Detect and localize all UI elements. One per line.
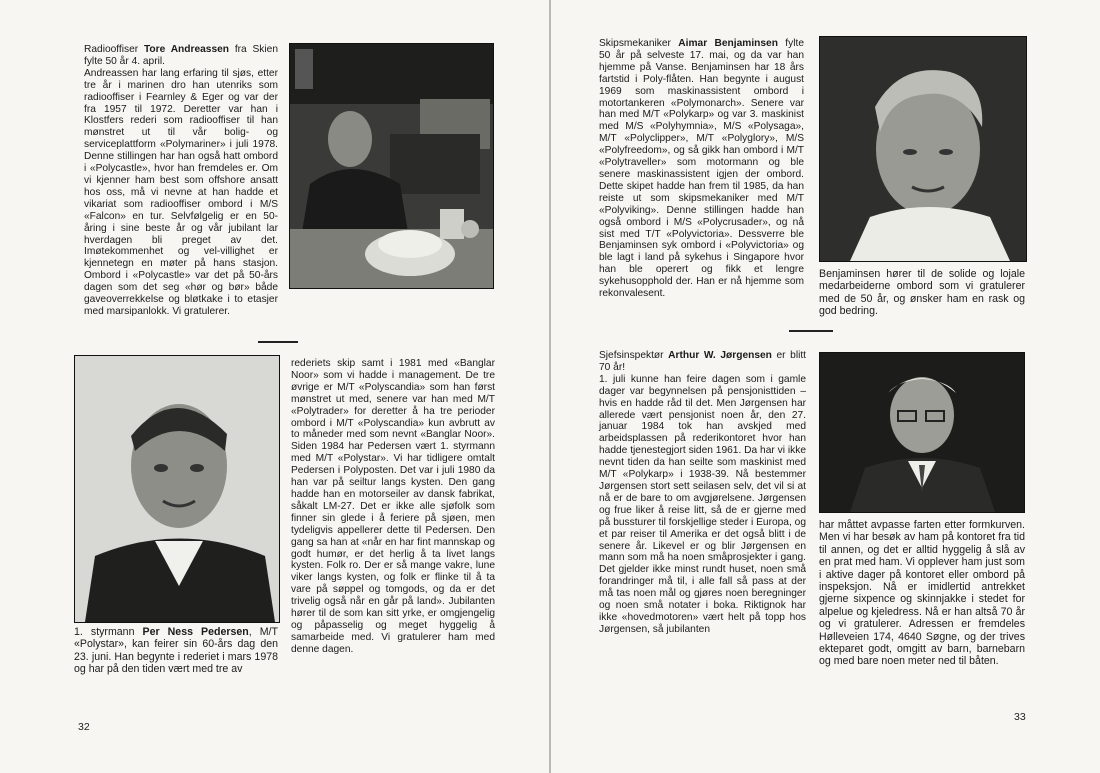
page-number-left: 32 bbox=[78, 721, 90, 733]
per-caption-prefix: 1. styrmann bbox=[74, 626, 143, 638]
arthur-body: 1. juli kunne han feire dagen som i gamle dager var begynnelsen på pensjonisttiden – hvis en hadde råd til det. Men Jørgensen har allerede vært pensjonist noen år, den 27. januar 1984 tok han avskjed med arbeidsplassen på rederikontoret hvor han hadde tjenestegjort siden 1961. Da har vi ikke nevnt tiden da han seilte som maskinist med M/T «Polykarp» i 1938-39. Nå bestemmer Jørgensen stort sett seilasen selv, det vil si at nå er de bare to om avgjørelsene. Jørgensen og frue liker å reise litt, så de er gjerne med på bussturer til forskjellige steder i Europa, og et par reiser til Amerika er det også blitt i de senere år. Likevel er og blir Jørgensen en mann som må ha noen småprosjekter i gang. Det gjelder ikke minst rundt huset, noen små forandringer må til, i alle fall så pass at der må tas noen mål og gjøres noen beregninger og noen små notater i boka. Riktignok har ikke «hovedmotoren» vært helt på topp hos Jørgensen, så jubilanten bbox=[599, 373, 806, 635]
right-page bbox=[551, 0, 1100, 773]
arthur-name: Arthur W. Jørgensen bbox=[668, 350, 772, 361]
tore-article bbox=[84, 44, 278, 318]
arthur-caption-text: har måttet avpasse farten etter formkurven. Men vi har besøk av ham på kontoret fra tid til annen, og det er alltid hyggelig å slå av en prat med ham. Vi opplever ham just som i aktive dager på kontoret eller ombord på inspeksjon. Nå er imidlertid antrekket gjerne sixpence og skinnjakke i stedet for alpelue og kjeledress. Nå er han altså 70 år og vi gratulerer. Adressen er fremdeles Hølleveien 174, 4640 Søgne, og der trives ekteparet godt, omgitt av barn, barnebarn og med bare noen meter ned til båten. bbox=[819, 519, 1025, 668]
tore-intro-prefix: Radiooffiser bbox=[84, 44, 144, 55]
tore-photo bbox=[289, 43, 494, 289]
tore-body: Andreassen har lang erfaring til sjøs, etter tre år i marinen dro han utenriks som radiooffiser i Fearnley & Eger og var der fra 1957 til 1972. Deretter var han i Klostfers rederi som radiooffiser til han mønstret ut til vår bolig- og serviceplattform «Polymariner» i juli 1978. Denne stillingen har han også hatt ombord i «Polycastle», hvor han fremdeles er. Om vi kjenner ham best som offshore ansatt hos oss, må vi nevne at han hadde et vikariat som radiooffiser ombord i M/S «Falcon» en tur. Selvfølgelig er en 50-åring i sine beste år og vår jubilant lar hverdagen bli preget av det. Imøtekommenhet og vel-villighet er kjennetegn en møter på hans stasjon. Ombord i «Polycastle» var det på 50-års dagen som det seg «hør og bør» både gaveoverrekkelse og bløtkake i to etasjer med marsipanlokk. Vi gratulerer. bbox=[84, 67, 278, 317]
arthur-intro-prefix: Sjefsinspektør bbox=[599, 350, 669, 361]
arthur-photo bbox=[819, 352, 1025, 513]
per-caption bbox=[74, 626, 278, 676]
left-page bbox=[0, 0, 549, 773]
section-divider-right bbox=[789, 330, 833, 332]
tore-intro-suffix: fra Skien fylte 50 år 4. april. bbox=[84, 44, 278, 67]
per-caption-suffix: , M/T «Polystar», kan feirer sin 60-års dag den 23. juni. Han begynte i rederiet i mars 1978 og har på den tiden vært med tre av bbox=[74, 626, 278, 676]
tore-name: Tore Andreassen bbox=[143, 44, 230, 55]
per-article bbox=[291, 358, 495, 656]
per-name: Per Ness Pedersen bbox=[142, 626, 249, 638]
section-divider-left bbox=[258, 341, 298, 343]
aimar-caption bbox=[819, 268, 1025, 318]
aimar-intro-prefix: Skipsmekaniker bbox=[599, 38, 679, 49]
aimar-caption-text: Benjaminsen hører til de solide og lojale medarbeiderne ombord som vi gratulerer med de 50 år, og ønsker ham en rask og god bedring. bbox=[819, 268, 1025, 318]
aimar-name: Aimar Benjaminsen bbox=[678, 38, 778, 49]
arthur-article bbox=[599, 350, 806, 636]
aimar-photo bbox=[819, 36, 1027, 262]
per-photo bbox=[74, 355, 280, 623]
aimar-article bbox=[599, 38, 804, 300]
arthur-intro-suffix: er blitt 70 år! bbox=[599, 350, 807, 373]
arthur-caption bbox=[819, 519, 1025, 668]
per-body: rederiets skip samt i 1981 med «Banglar Noor» som vi hadde i management. De tre øvrige er M/T «Polyscandia» som han først mønstret ut med, senere var han med M/T «Polytrader» for deretter å ha tre perioder ombord i M/T «Polyscandia» kun avbrutt av to måneder med som nevnt «Banglar Noor». Siden 1984 har Pedersen vært 1. styrmann med M/T «Polystar». Vi har tidligere omtalt Pedersen i Polyposten. Det var i juli 1980 da han var på seiltur langs kysten. Den gang hadde han en motorseiler av dansk fabrikat, såkalt LM-27. Det er ikke alle sjøfolk som finner sin glede i å feriere på sjøen, men tydeligvis appellerer dette til Pedersen. Den gang sa han at «når en har fint mannskap og godt humør, er det herlig å ta livet langs kysten. Folk ro. Der er så mange vakre, lune viker langs kysten, og folk er flinke til å ta vare på søppel og tomgods, og da er det trivelig også når en går på land». Jubilanten hører til de som kan sitt yrke, er omgjengelig og påpasselig og meget hyggelig å samarbeide med. Vi gratulerer ham med denne dagen. bbox=[291, 358, 495, 655]
aimar-intro-suffix: fylte 50 år på selveste 17. mai, og da var han hjemme på Vanse. Benjaminsen har 18 års fartstid i Poly-flåten. Han begynte i august 1969 som maskinassistent ombord i motortankeren «Polymonarch». Senere var han med M/T «Polykarp» og var 3. maskinist med M/S «Polyhymnia», M/S «Polysaga», M/T «Polyclipper», M/T «Polyglory», M/S «Polyfreedom», og så gikk han ombord i M/T «Polytraveller» som motormann og ble senere maskinassistent igjen der ombord. Dette skipet hadde han frem til 1985, da han reiste ut som skipsmekaniker med M/T «Polyviking». Denne stillingen hadde han også ombord i M/S «Polycrusader», og nå sist med T/T «Polyvictoria». Dessverre ble Benjaminsen syk ombord i «Polyvictoria» og ble lagt i land på sykehus i Singapore hvor han ble operert og fikk et lengre sykehusopphold der. Han er nå hjemme som rekonvalesent. bbox=[599, 38, 804, 300]
page-number-right: 33 bbox=[1014, 711, 1026, 723]
